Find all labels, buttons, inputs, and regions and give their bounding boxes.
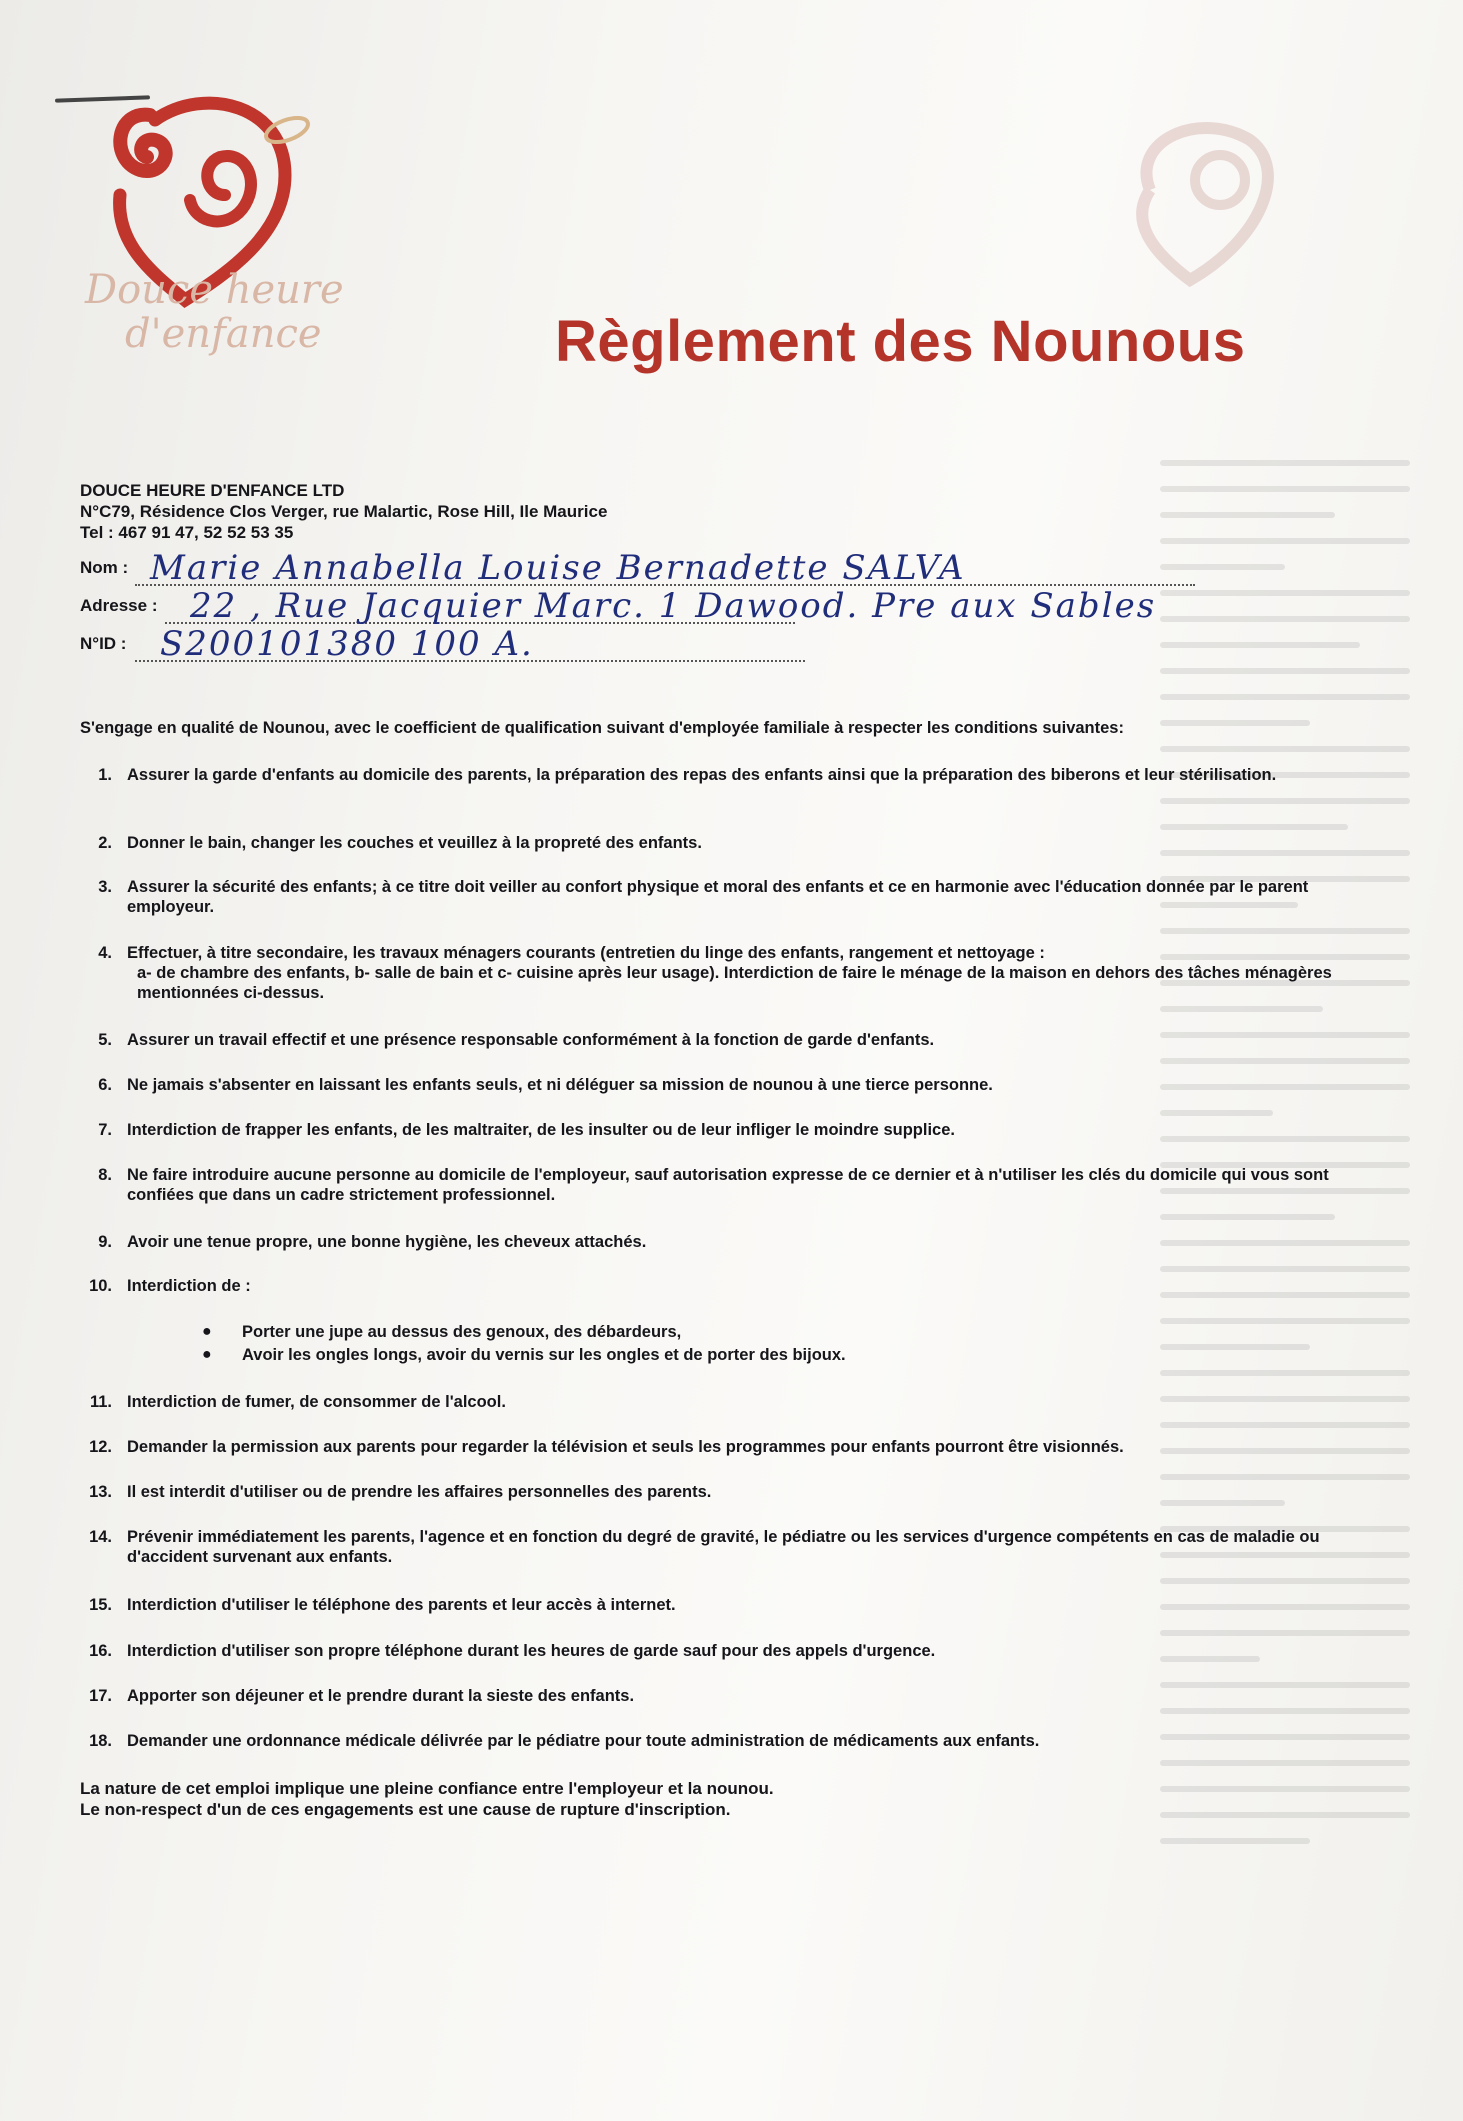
rule-number: 18. <box>89 1732 112 1750</box>
bullet-text: Porter une jupe au dessus des genoux, des débardeurs, <box>242 1323 682 1341</box>
rule-text: Effectuer, à titre secondaire, les travaux ménagers courants (entretien du linge des enfants, rangement et nettoyage : <box>127 944 1045 962</box>
rule-number: 17. <box>89 1687 112 1705</box>
nom-handwritten-value: Marie Annabella Louise Bernadette SALVA <box>150 548 966 588</box>
company-address: N°C79, Résidence Clos Verger, rue Malartic, Rose Hill, Ile Maurice <box>80 502 608 521</box>
logo-line-1: Douce heure <box>85 267 344 313</box>
company-phone: Tel : 467 91 47, 52 52 53 35 <box>80 523 294 542</box>
closing-line-2: Le non-respect d'un de ces engagements est une cause de rupture d'inscription. <box>80 1800 731 1819</box>
rule-text: Donner le bain, changer les couches et veuillez à la propreté des enfants. <box>127 834 702 852</box>
intro-after: , avec le coefficient de qualification suivant d'employée familiale à respecter les conditions suivantes: <box>325 719 1124 737</box>
rule-text: Interdiction d'utiliser le téléphone des parents et leur accès à internet. <box>127 1596 676 1614</box>
logo-line-2: d'enfance <box>125 311 322 357</box>
rule-text: Assurer la garde d'enfants au domicile des parents, la préparation des repas des enfants ainsi que la préparation des biberons et leur stérilisation. <box>127 766 1277 784</box>
closing-line-1: La nature de cet emploi implique une pleine confiance entre l'employeur et la nounou. <box>80 1779 774 1798</box>
rule-number: 5. <box>98 1031 112 1049</box>
intro-before: S'engage en qualité de <box>80 719 263 737</box>
rule-number: 9. <box>98 1233 112 1251</box>
document-title: Règlement des Nounous <box>555 309 1246 374</box>
rule-text: Interdiction de fumer, de consommer de l'alcool. <box>127 1393 506 1411</box>
id-handwritten-value: S200101380 100 A. <box>160 624 534 664</box>
nom-row <box>80 548 966 596</box>
adresse-row <box>80 586 1157 634</box>
rule-text: Demander la permission aux parents pour regarder la télévision et seuls les programmes pour enfants pourront être visionnés. <box>127 1438 1124 1456</box>
rule-text: Il est interdit d'utiliser ou de prendre les affaires personnelles des parents. <box>127 1483 712 1501</box>
rule-text: Avoir une tenue propre, une bonne hygiène, les cheveux attachés. <box>127 1233 647 1251</box>
rule-4-detail: a- de chambre des enfants, b- salle de bain et c- cuisine après leur usage). Interdiction de faire le ménage de la maison en dehors des tâches ménagères mentionnées ci-dessus. <box>137 964 1332 1002</box>
rule-text: Assurer la sécurité des enfants; à ce titre doit veiller au confort physique et moral des enfants et ce en harmonie avec l'éducation donnée par le parent employeur. <box>127 878 1309 916</box>
bullet-icon: ● <box>202 1323 212 1340</box>
rule-number: 8. <box>98 1166 112 1184</box>
rule-number: 2. <box>98 834 112 852</box>
intro-strong: Nounou <box>262 719 326 737</box>
rule-number: 11. <box>89 1393 112 1411</box>
bullet-icon: ● <box>202 1346 212 1363</box>
rule-number: 15. <box>89 1596 112 1614</box>
rule-text: Ne jamais s'absenter en laissant les enfants seuls, et ni déléguer sa mission de nounou à une tierce personne. <box>127 1076 993 1094</box>
rule-number: 16. <box>89 1642 112 1660</box>
adresse-handwritten-value: 22 , Rue Jacquier Marc. 1 Dawood. Pre aux Sables <box>190 586 1157 626</box>
rule-number: 6. <box>98 1076 112 1094</box>
rule-number: 4. <box>98 944 112 962</box>
bullet-text: Avoir les ongles longs, avoir du vernis sur les ongles et de porter des bijoux. <box>242 1346 846 1364</box>
company-name: DOUCE HEURE D'ENFANCE LTD <box>80 481 345 500</box>
rule-text: Demander une ordonnance médicale délivrée par le pédiatre pour toute administration de médicaments aux enfants. <box>127 1732 1040 1750</box>
id-row <box>80 624 534 672</box>
adresse-label: Adresse : <box>80 596 158 615</box>
ghost-logo-watermark <box>1110 100 1290 290</box>
rule-number: 12. <box>89 1438 112 1456</box>
logo-text <box>85 268 344 356</box>
rule-number: 1. <box>98 766 112 784</box>
closing-statement <box>80 1778 774 1820</box>
company-block <box>80 480 607 543</box>
intro-statement <box>80 719 1360 738</box>
rule-number: 7. <box>98 1121 112 1139</box>
rule-number: 10. <box>89 1277 112 1295</box>
rule-text: Interdiction de frapper les enfants, de les maltraiter, de les insulter ou de leur infliger le moindre supplice. <box>127 1121 955 1139</box>
nom-label: Nom : <box>80 558 129 577</box>
rule-number: 13. <box>89 1483 112 1501</box>
rule-text: Interdiction de : <box>127 1277 251 1295</box>
rule-number: 14. <box>89 1528 112 1546</box>
id-label: N°ID : <box>80 634 127 653</box>
identity-form <box>80 548 1157 672</box>
rule-text: Interdiction d'utiliser son propre téléphone durant les heures de garde sauf pour des appels d'urgence. <box>127 1642 936 1660</box>
rule-text: Ne faire introduire aucune personne au domicile de l'employeur, sauf autorisation expresse de ce dernier et à n'utiliser les clés du domicile qui vous sont confiées que dans un cadre strictement professionnel. <box>127 1166 1329 1204</box>
rule-text: Apporter son déjeuner et le prendre durant la sieste des enfants. <box>127 1687 635 1705</box>
rule-text: Assurer un travail effectif et une présence responsable conformément à la fonction de garde d'enfants. <box>127 1031 935 1049</box>
rule-number: 3. <box>98 878 112 896</box>
rule-text: Prévenir immédiatement les parents, l'agence et en fonction du degré de gravité, le pédiatre ou les services d'urgence compétents en cas de maladie ou d'accident survenant aux enfants. <box>127 1528 1320 1566</box>
